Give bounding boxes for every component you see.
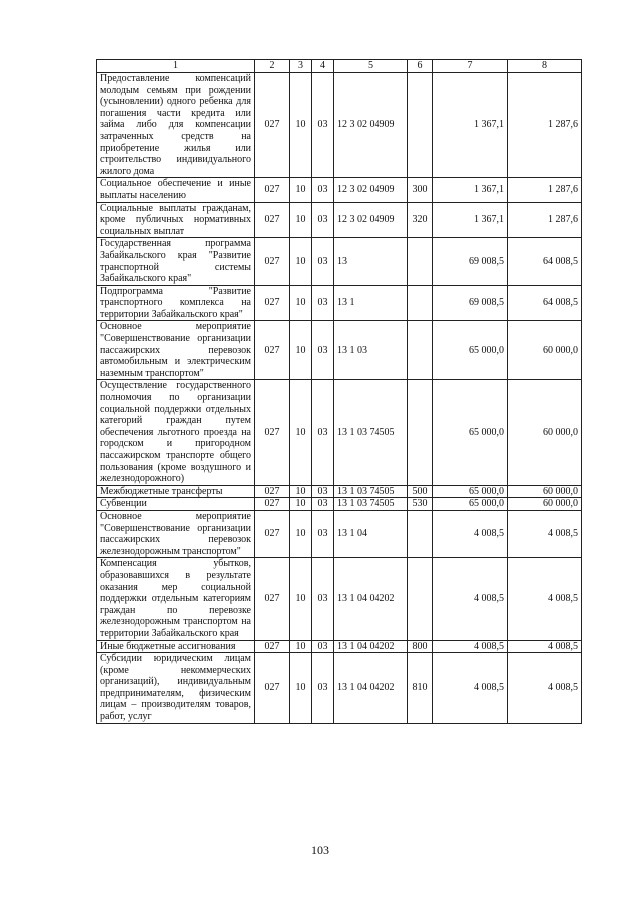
- row-target-article-cell: 13 1 04: [334, 510, 408, 557]
- row-amount-2-cell: 1 287,6: [508, 73, 582, 178]
- row-section-cell: 10: [290, 640, 312, 653]
- row-section-cell: 10: [290, 380, 312, 485]
- row-subsection-cell: 03: [312, 498, 334, 511]
- table-row: [97, 653, 582, 724]
- table-row: [97, 178, 582, 202]
- row-amount-1-cell: 4 008,5: [433, 653, 508, 724]
- row-code-cell: 027: [255, 380, 290, 485]
- row-amount-1-cell: 4 008,5: [433, 640, 508, 653]
- row-target-article-cell: 13 1 03 74505: [334, 485, 408, 498]
- row-code-cell: 027: [255, 285, 290, 321]
- row-amount-2-cell: 4 008,5: [508, 510, 582, 557]
- header-col-1: 1: [97, 60, 255, 73]
- row-amount-2-cell: 60 000,0: [508, 485, 582, 498]
- row-target-article-cell: 12 3 02 04909: [334, 202, 408, 238]
- row-amount-2-cell: 4 008,5: [508, 640, 582, 653]
- row-subsection-cell: 03: [312, 485, 334, 498]
- row-expense-type-cell: [408, 510, 433, 557]
- row-subsection-cell: 03: [312, 380, 334, 485]
- row-amount-1-cell: 4 008,5: [433, 558, 508, 640]
- row-section-cell: 10: [290, 558, 312, 640]
- row-expense-type-cell: 800: [408, 640, 433, 653]
- row-section-cell: 10: [290, 73, 312, 178]
- row-expense-type-cell: 810: [408, 653, 433, 724]
- row-target-article-cell: 13 1 04 04202: [334, 640, 408, 653]
- row-code-cell: 027: [255, 558, 290, 640]
- table-body: [97, 73, 582, 724]
- row-code-cell: 027: [255, 73, 290, 178]
- row-name-cell: Государственная программа Забайкальского края "Развитие транспортной системы Забайкальского края": [97, 238, 255, 285]
- row-name-cell: Осуществление государственного полномочия по организации социальной поддержки отдельных категорий граждан путем обеспечения льготного проезда на городском и пригородном пассажирском транспорте общего пользования (кроме воздушного и железнодорожного): [97, 380, 255, 485]
- row-amount-1-cell: 4 008,5: [433, 510, 508, 557]
- row-expense-type-cell: 530: [408, 498, 433, 511]
- row-section-cell: 10: [290, 485, 312, 498]
- row-section-cell: 10: [290, 321, 312, 380]
- row-name-cell: Предоставление компенсаций молодым семьям при рождении (усыновлении) одного ребенка для погашения части кредита или займа либо для компенсации затраченных средств на приобретение жилья или строительство индивидуального жилого дома: [97, 73, 255, 178]
- table-row: [97, 640, 582, 653]
- row-name-cell: Субвенции: [97, 498, 255, 511]
- table-row: [97, 321, 582, 380]
- table-row: [97, 485, 582, 498]
- row-code-cell: 027: [255, 498, 290, 511]
- row-section-cell: 10: [290, 285, 312, 321]
- row-subsection-cell: 03: [312, 238, 334, 285]
- row-amount-1-cell: 1 367,1: [433, 202, 508, 238]
- row-code-cell: 027: [255, 238, 290, 285]
- row-target-article-cell: 12 3 02 04909: [334, 178, 408, 202]
- page-number: 103: [311, 843, 329, 857]
- row-expense-type-cell: [408, 238, 433, 285]
- row-amount-2-cell: 4 008,5: [508, 653, 582, 724]
- row-expense-type-cell: [408, 380, 433, 485]
- row-subsection-cell: 03: [312, 178, 334, 202]
- row-amount-1-cell: 65 000,0: [433, 485, 508, 498]
- row-subsection-cell: 03: [312, 73, 334, 178]
- table-row: [97, 285, 582, 321]
- row-code-cell: 027: [255, 321, 290, 380]
- row-target-article-cell: 13 1: [334, 285, 408, 321]
- row-subsection-cell: 03: [312, 640, 334, 653]
- row-code-cell: 027: [255, 653, 290, 724]
- row-expense-type-cell: 300: [408, 178, 433, 202]
- header-col-2: 2: [255, 60, 290, 73]
- table-header-row: [97, 60, 582, 73]
- row-section-cell: 10: [290, 202, 312, 238]
- row-target-article-cell: 13 1 03 74505: [334, 498, 408, 511]
- row-target-article-cell: 13 1 04 04202: [334, 558, 408, 640]
- row-expense-type-cell: [408, 321, 433, 380]
- row-subsection-cell: 03: [312, 558, 334, 640]
- row-amount-1-cell: 69 008,5: [433, 285, 508, 321]
- row-name-cell: Иные бюджетные ассигнования: [97, 640, 255, 653]
- table-row: [97, 510, 582, 557]
- header-col-3: 3: [290, 60, 312, 73]
- budget-table: [96, 59, 582, 724]
- row-code-cell: 027: [255, 640, 290, 653]
- row-code-cell: 027: [255, 178, 290, 202]
- header-col-4: 4: [312, 60, 334, 73]
- row-amount-2-cell: 1 287,6: [508, 202, 582, 238]
- row-amount-2-cell: 60 000,0: [508, 380, 582, 485]
- row-amount-2-cell: 60 000,0: [508, 321, 582, 380]
- table-row: [97, 558, 582, 640]
- row-subsection-cell: 03: [312, 321, 334, 380]
- row-subsection-cell: 03: [312, 510, 334, 557]
- row-amount-2-cell: 64 008,5: [508, 238, 582, 285]
- row-target-article-cell: 13 1 03: [334, 321, 408, 380]
- row-expense-type-cell: [408, 73, 433, 178]
- row-expense-type-cell: [408, 558, 433, 640]
- row-target-article-cell: 13 1 03 74505: [334, 380, 408, 485]
- row-code-cell: 027: [255, 202, 290, 238]
- row-name-cell: Компенсация убытков, образовавшихся в результате оказания мер социальной поддержки отдельным категориям граждан по перевозке железнодорожным транспортом на территории Забайкальского края: [97, 558, 255, 640]
- row-code-cell: 027: [255, 510, 290, 557]
- row-target-article-cell: 13 1 04 04202: [334, 653, 408, 724]
- row-amount-1-cell: 1 367,1: [433, 178, 508, 202]
- table-row: [97, 380, 582, 485]
- header-col-7: 7: [433, 60, 508, 73]
- row-amount-1-cell: 65 000,0: [433, 498, 508, 511]
- row-target-article-cell: 12 3 02 04909: [334, 73, 408, 178]
- row-section-cell: 10: [290, 178, 312, 202]
- row-amount-2-cell: 4 008,5: [508, 558, 582, 640]
- header-col-8: 8: [508, 60, 582, 73]
- row-name-cell: Социальное обеспечение и иные выплаты населению: [97, 178, 255, 202]
- table-row: [97, 498, 582, 511]
- row-name-cell: Основное мероприятие "Совершенствование организации пассажирских перевозок автомобильным и электрическим наземным транспортом": [97, 321, 255, 380]
- row-amount-1-cell: 65 000,0: [433, 380, 508, 485]
- row-subsection-cell: 03: [312, 202, 334, 238]
- row-name-cell: Социальные выплаты гражданам, кроме публичных нормативных социальных выплат: [97, 202, 255, 238]
- row-section-cell: 10: [290, 653, 312, 724]
- table-row: [97, 73, 582, 178]
- row-section-cell: 10: [290, 498, 312, 511]
- row-expense-type-cell: 320: [408, 202, 433, 238]
- table-row: [97, 238, 582, 285]
- row-amount-2-cell: 64 008,5: [508, 285, 582, 321]
- row-name-cell: Субсидии юридическим лицам (кроме некоммерческих организаций), индивидуальным предпринимателям, физическим лицам – производителям товаров, работ, услуг: [97, 653, 255, 724]
- row-name-cell: Основное мероприятие "Совершенствование организации пассажирских перевозок железнодорожным транспортом": [97, 510, 255, 557]
- row-section-cell: 10: [290, 238, 312, 285]
- row-amount-2-cell: 60 000,0: [508, 498, 582, 511]
- row-name-cell: Подпрограмма "Развитие транспортного комплекса на территории Забайкальского края": [97, 285, 255, 321]
- row-expense-type-cell: 500: [408, 485, 433, 498]
- row-subsection-cell: 03: [312, 285, 334, 321]
- row-name-cell: Межбюджетные трансферты: [97, 485, 255, 498]
- row-amount-2-cell: 1 287,6: [508, 178, 582, 202]
- header-col-5: 5: [334, 60, 408, 73]
- row-code-cell: 027: [255, 485, 290, 498]
- row-amount-1-cell: 69 008,5: [433, 238, 508, 285]
- row-target-article-cell: 13: [334, 238, 408, 285]
- row-subsection-cell: 03: [312, 653, 334, 724]
- row-amount-1-cell: 65 000,0: [433, 321, 508, 380]
- table-row: [97, 202, 582, 238]
- header-col-6: 6: [408, 60, 433, 73]
- row-expense-type-cell: [408, 285, 433, 321]
- row-amount-1-cell: 1 367,1: [433, 73, 508, 178]
- row-section-cell: 10: [290, 510, 312, 557]
